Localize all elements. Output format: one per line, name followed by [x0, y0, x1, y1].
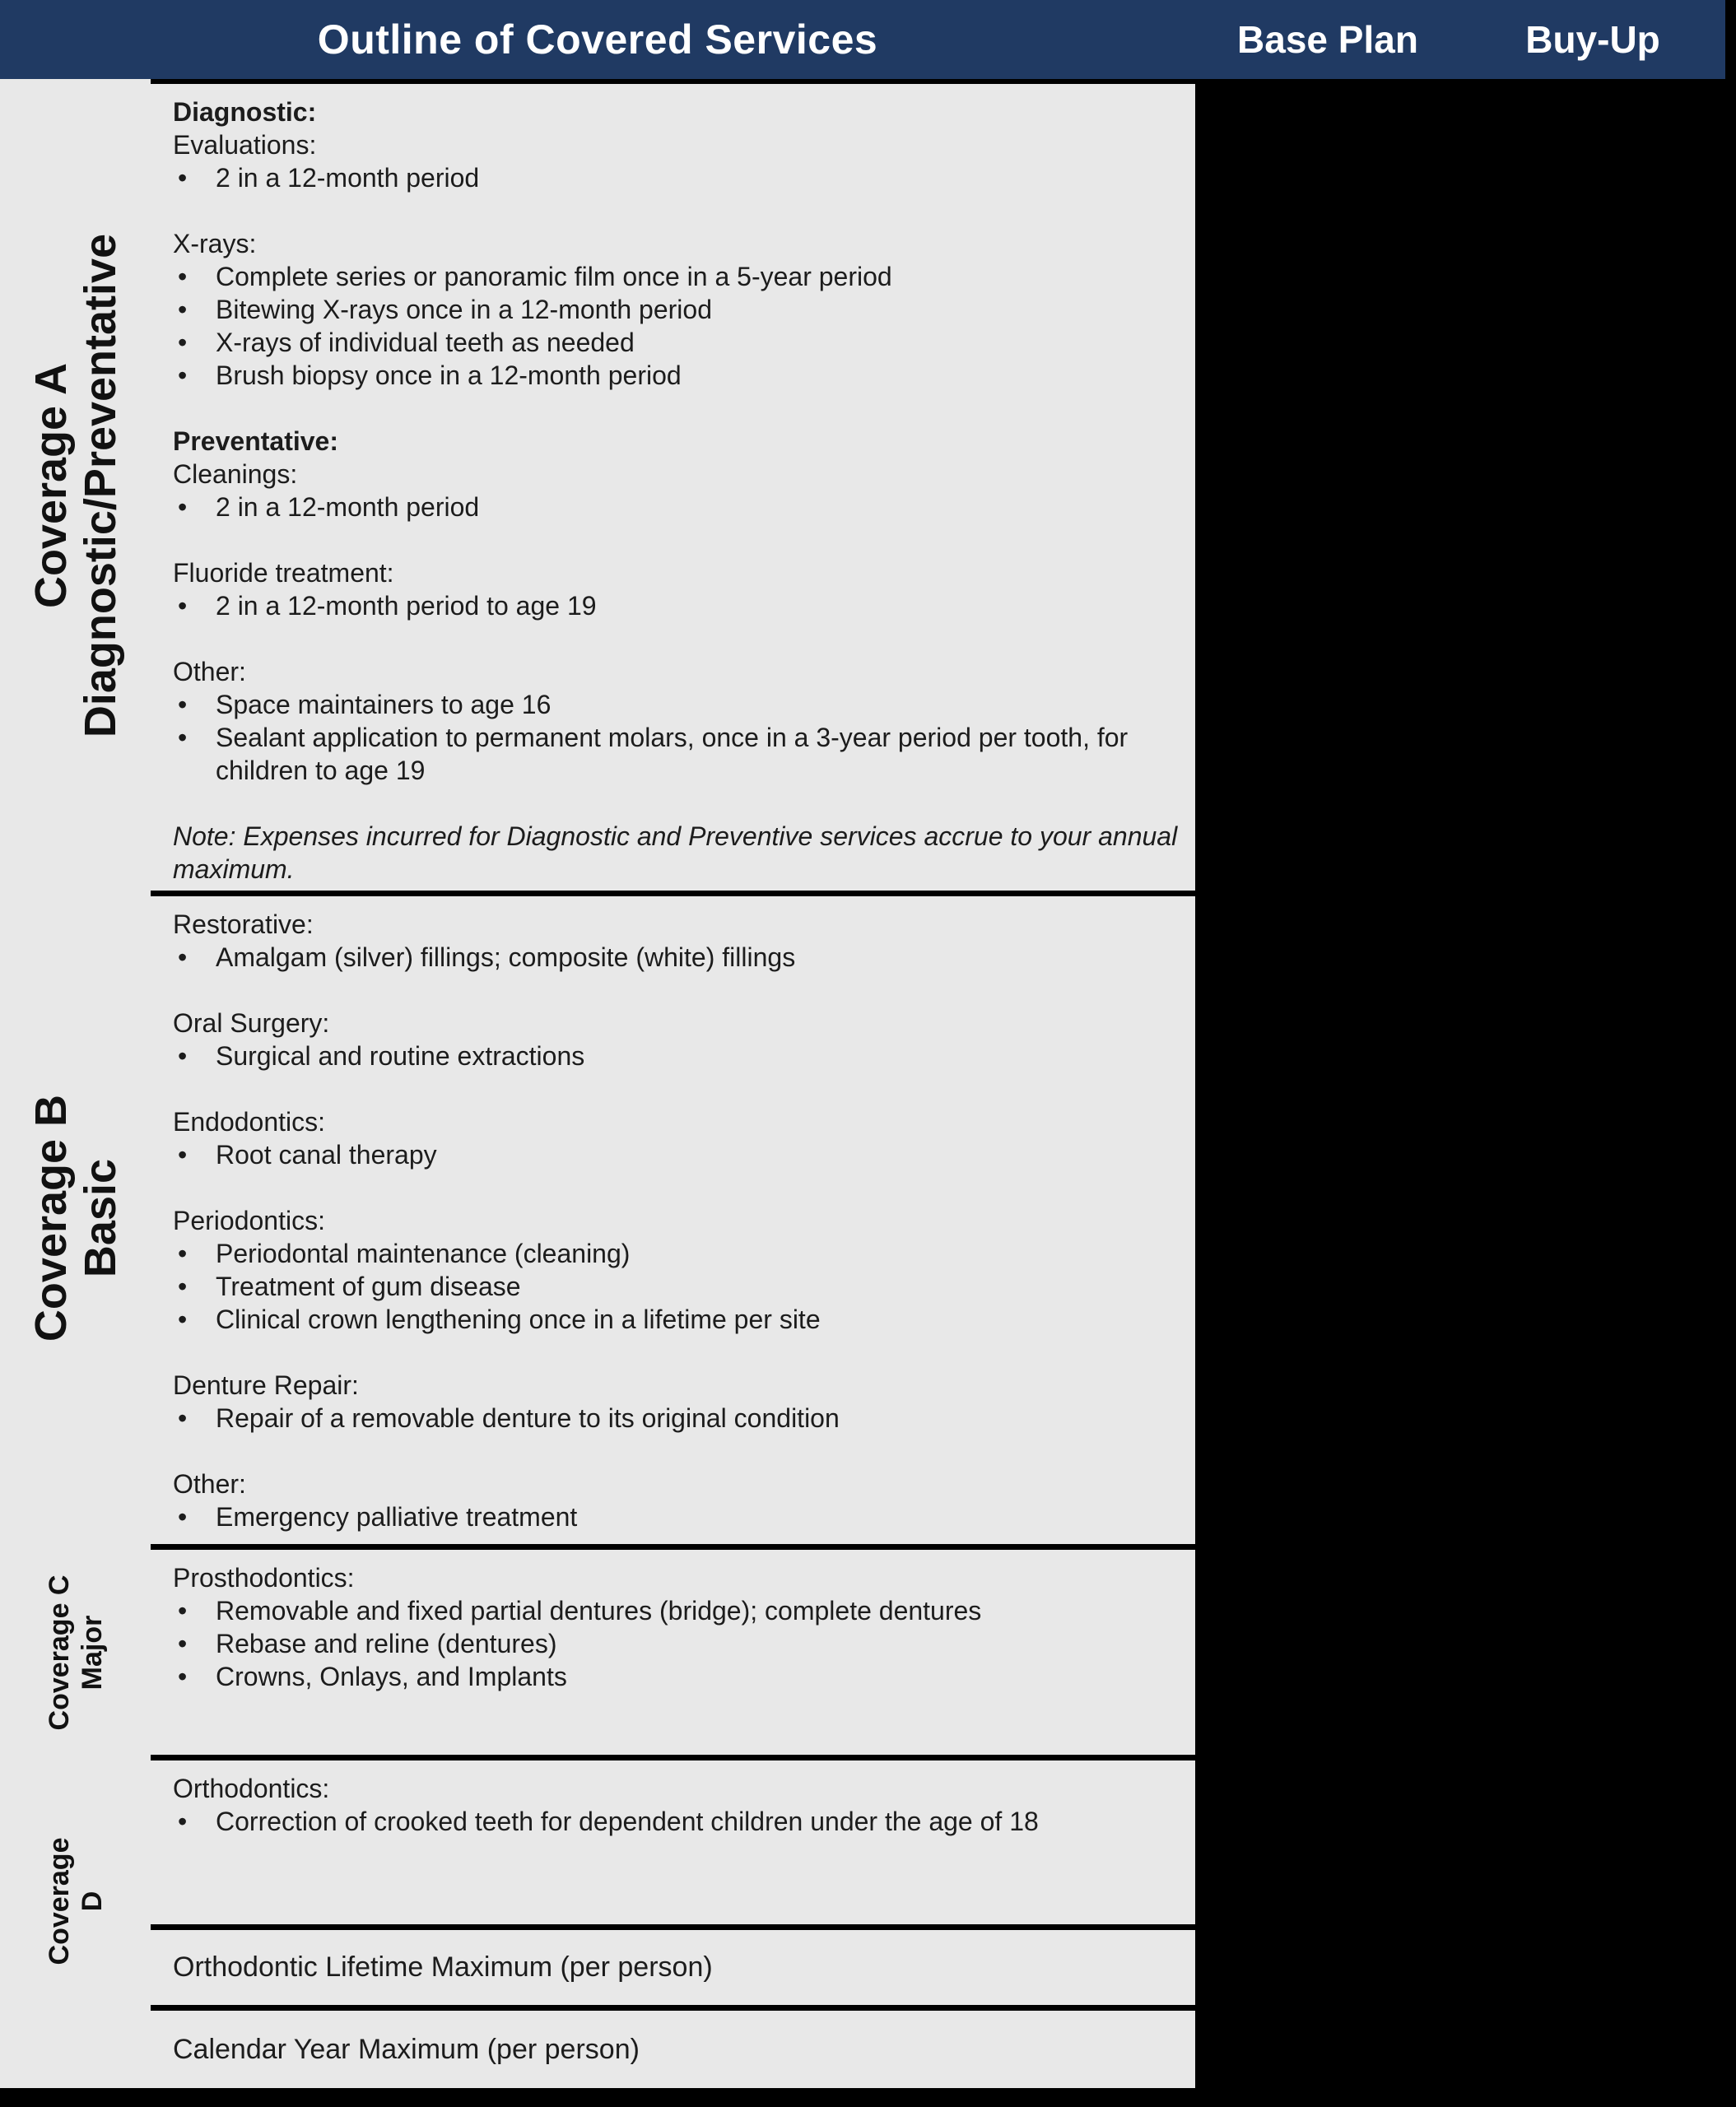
- service-item: • Repair of a removable denture to its original condition: [173, 1402, 1179, 1435]
- coverage-b-label: [26, 1095, 125, 1342]
- service-item-list: [173, 260, 1179, 392]
- header-bar: [0, 0, 1725, 79]
- section-coverage-d: [151, 1760, 1195, 1924]
- service-item-list: [173, 1138, 1179, 1171]
- coverage-d-label-line2: D: [76, 1891, 108, 1912]
- coverage-b-label-line2: Basic: [75, 1158, 125, 1278]
- service-group-heading: Prosthodontics:: [173, 1563, 355, 1593]
- service-group-heading: Other:: [173, 1469, 246, 1499]
- orthodontic-lifetime-maximum-row: [151, 1930, 1195, 2005]
- service-item: • 2 in a 12-month period: [173, 491, 1179, 523]
- service-group: [173, 95, 1179, 128]
- coverage-d-label: [43, 1838, 109, 1965]
- service-item: • Root canal therapy: [173, 1138, 1179, 1171]
- section-coverage-a: [151, 84, 1195, 891]
- section-note: Note: Expenses incurred for Diagnostic and Preventive services accrue to your annual maximum.: [173, 821, 1178, 884]
- coverage-c-label: [43, 1575, 109, 1731]
- coverage-table: [0, 79, 1195, 2088]
- service-item-list: [173, 1237, 1179, 1336]
- service-group: [173, 1467, 1179, 1533]
- service-group-heading: Denture Repair:: [173, 1370, 359, 1400]
- coverage-label-column: [0, 79, 151, 2088]
- section-coverage-a-body: [151, 84, 1195, 886]
- service-group-heading: Other:: [173, 657, 246, 686]
- service-item: • 2 in a 12-month period to age 19: [173, 589, 1179, 622]
- service-group: [173, 1369, 1179, 1435]
- section-divider: [151, 2005, 1195, 2011]
- service-item: • X-rays of individual teeth as needed: [173, 326, 1179, 359]
- service-item: • Treatment of gum disease: [173, 1270, 1179, 1303]
- service-item: • Rebase and reline (dentures): [173, 1627, 1179, 1660]
- plan-values-redacted-area: [1195, 79, 1736, 2107]
- service-item-list: [173, 589, 1179, 622]
- service-item-list: [173, 941, 1179, 974]
- service-item: • Periodontal maintenance (cleaning): [173, 1237, 1179, 1270]
- service-item: • Surgical and routine extractions: [173, 1040, 1179, 1072]
- coverage-b-label-line1: Coverage B: [26, 1094, 76, 1342]
- service-item: • Space maintainers to age 16: [173, 688, 1179, 721]
- service-item: • Removable and fixed partial dentures (bridge); complete dentures: [173, 1594, 1179, 1627]
- service-item-list: [173, 1805, 1179, 1838]
- service-group-heading: Orthodontics:: [173, 1774, 330, 1803]
- services-content-column: [151, 79, 1195, 2088]
- service-item-list: [173, 1402, 1179, 1435]
- service-item-list: [173, 688, 1179, 787]
- service-group: [173, 556, 1179, 622]
- service-item: • Emergency palliative treatment: [173, 1500, 1179, 1533]
- coverage-d-label-line1: Coverage: [43, 1837, 75, 1965]
- section-coverage-c-body: [151, 1550, 1195, 1693]
- service-item: • Crowns, Onlays, and Implants: [173, 1660, 1179, 1693]
- service-group-heading: Endodontics:: [173, 1107, 326, 1137]
- calendar-year-maximum-row: [151, 2011, 1195, 2088]
- section-divider: [151, 891, 1195, 896]
- service-item-list: [173, 161, 1179, 194]
- orthodontic-lifetime-maximum-label: Orthodontic Lifetime Maximum (per person): [173, 1951, 713, 1983]
- coverage-a-label-line1: Coverage A: [26, 362, 76, 609]
- service-group: [173, 1772, 1179, 1838]
- service-group-heading: Preventative:: [173, 426, 338, 456]
- service-item: • Brush biopsy once in a 12-month period: [173, 359, 1179, 392]
- service-item: • Complete series or panoramic film once in a 5-year period: [173, 260, 1179, 293]
- service-group-heading: X-rays:: [173, 229, 257, 258]
- coverage-a-label-line2: Diagnostic/Preventative: [75, 233, 125, 738]
- section-coverage-b: [151, 896, 1195, 1544]
- service-group-heading: Oral Surgery:: [173, 1008, 330, 1038]
- service-item: • Clinical crown lengthening once in a lifetime per site: [173, 1303, 1179, 1336]
- service-item: • Sealant application to permanent molars, once in a 3-year period per tooth, for children to age 19: [173, 721, 1179, 787]
- service-group-heading: Fluoride treatment:: [173, 558, 394, 588]
- section-divider: [151, 1544, 1195, 1550]
- service-item-list: [173, 1594, 1179, 1693]
- service-group-heading: Evaluations:: [173, 130, 317, 160]
- section-divider: [151, 1755, 1195, 1760]
- service-item: • 2 in a 12-month period: [173, 161, 1179, 194]
- service-group: [173, 655, 1179, 787]
- service-item: • Correction of crooked teeth for dependent children under the age of 18: [173, 1805, 1179, 1838]
- service-group: [173, 1105, 1179, 1171]
- service-group-heading: Diagnostic:: [173, 97, 317, 127]
- service-group: [173, 1204, 1179, 1336]
- service-group: [173, 128, 1179, 194]
- service-group: [173, 458, 1179, 523]
- service-group: [173, 227, 1179, 392]
- coverage-a-label: [26, 234, 125, 737]
- service-item-list: [173, 491, 1179, 523]
- service-group: [173, 908, 1179, 974]
- service-group-heading: Cleanings:: [173, 459, 298, 489]
- service-group: [173, 1561, 1179, 1693]
- calendar-year-maximum-label: Calendar Year Maximum (per person): [173, 2033, 640, 2065]
- service-group-heading: Periodontics:: [173, 1206, 325, 1235]
- service-item: • Bitewing X-rays once in a 12-month period: [173, 293, 1179, 326]
- service-item-list: [173, 1500, 1179, 1533]
- section-divider: [151, 1924, 1195, 1930]
- coverage-c-label-line2: Major: [76, 1615, 108, 1691]
- service-group: [173, 425, 1179, 458]
- section-coverage-b-body: [151, 896, 1195, 1533]
- section-coverage-d-body: [151, 1760, 1195, 1838]
- service-item: • Amalgam (silver) fillings; composite (white) fillings: [173, 941, 1179, 974]
- page-title: Outline of Covered Services: [317, 16, 878, 63]
- column-header-buy-up: Buy-Up: [1525, 18, 1660, 61]
- coverage-c-label-line1: Coverage C: [43, 1574, 75, 1731]
- service-item-list: [173, 1040, 1179, 1072]
- service-group: [173, 1007, 1179, 1072]
- service-group-heading: Restorative:: [173, 909, 314, 939]
- section-coverage-c: [151, 1550, 1195, 1755]
- column-header-base-plan: Base Plan: [1237, 18, 1418, 61]
